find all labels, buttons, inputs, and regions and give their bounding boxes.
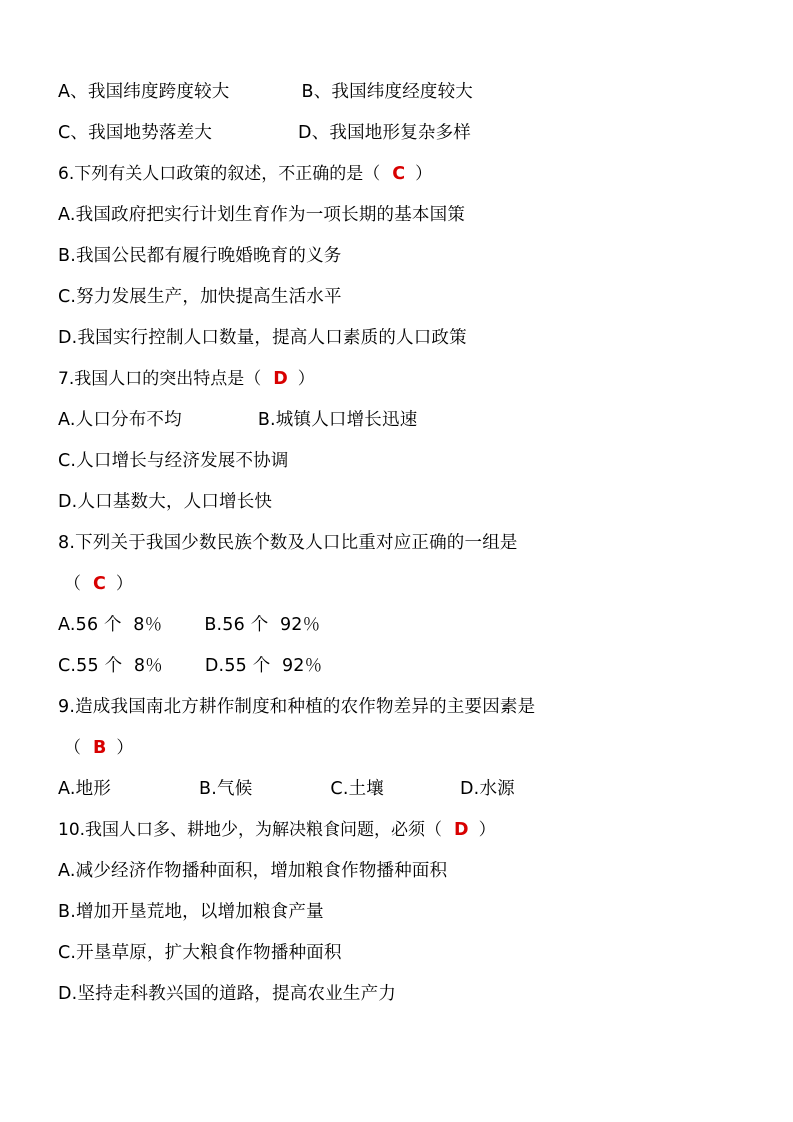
option-d: D、我国地形复杂多样 [298,123,472,143]
question-9-answer-line [58,728,735,769]
question-7-option-d: D.人口基数大，人口增长快 [58,492,273,512]
question-9-answer: B [93,738,107,758]
question-7-option-c: C.人口增长与经济发展不协调 [58,451,289,471]
question-9-stem: 9.造成我国南北方耕作制度和种植的农作物差异的主要因素是 [58,697,536,717]
question-10-option-c: C.开垦草原，扩大粮食作物播种面积 [58,943,342,963]
question-10-paren-close: ） [478,820,496,840]
question-9-options-row [58,769,735,810]
question-10-option-b: B.增加开垦荒地，以增加粮食产量 [58,902,324,922]
question-8-paren-open: （ [64,574,81,594]
question-7-stem [58,359,735,400]
question-6-text: 6.下列有关人口政策的叙述，不正确的是（ [58,164,381,184]
question-10-text: 10.我国人口多、耕地少，为解决粮食问题，必须（ [58,820,443,840]
option-a: A.56 个 8％ [58,615,163,635]
option-a: A.人口分布不均 [58,410,182,430]
question-7-paren-close: ） [297,369,315,389]
question-9-paren-open: （ [64,738,81,758]
question-7-text: 7.我国人口的突出特点是（ [58,369,262,389]
question-10-option-d: D.坚持走科教兴国的道路，提高农业生产力 [58,984,397,1004]
question-6-paren-close: ） [415,164,433,184]
option-b: B、我国纬度经度较大 [301,82,473,102]
question-8-answer-line [58,564,735,605]
question-6-option-d: D.我国实行控制人口数量，提高人口素质的人口政策 [58,328,467,348]
question-6-option-c: C.努力发展生产，加快提高生活水平 [58,287,342,307]
question-7-options-row-1 [58,400,735,441]
option-b: B.气候 [199,779,253,799]
question-9-paren-close: ） [116,738,134,758]
option-c: C.土壤 [330,779,384,799]
question-10-option-a: A.减少经济作物播种面积，增加粮食作物播种面积 [58,861,448,881]
question-8-stem: 8.下列关于我国少数民族个数及人口比重对应正确的一组是 [58,533,518,553]
option-d: D.55 个 92％ [204,656,323,676]
question-8-answer: C [93,574,106,594]
question-6-option-a: A.我国政府把实行计划生育作为一项长期的基本国策 [58,205,466,225]
question-8-options-row-2 [58,646,735,687]
question-5-options-row-2 [58,113,735,154]
question-10-answer: D [454,820,469,840]
question-6-option-b: B.我国公民都有履行晚婚晚育的义务 [58,246,342,266]
option-a: A.地形 [58,779,112,799]
question-7-answer: D [273,369,288,389]
option-d: D.水源 [460,779,515,799]
question-5-options-row-1 [58,72,735,113]
question-8-options-row-1 [58,605,735,646]
question-6-stem [58,154,735,195]
option-c: C.55 个 8％ [58,656,163,676]
question-6-answer: C [392,164,406,184]
option-b: B.56 个 92％ [204,615,321,635]
option-b: B.城镇人口增长迅速 [257,410,418,430]
option-c: C、我国地势落差大 [58,123,213,143]
question-10-stem [58,810,735,851]
option-a: A、我国纬度跨度较大 [58,82,230,102]
question-8-paren-close: ） [115,574,133,594]
